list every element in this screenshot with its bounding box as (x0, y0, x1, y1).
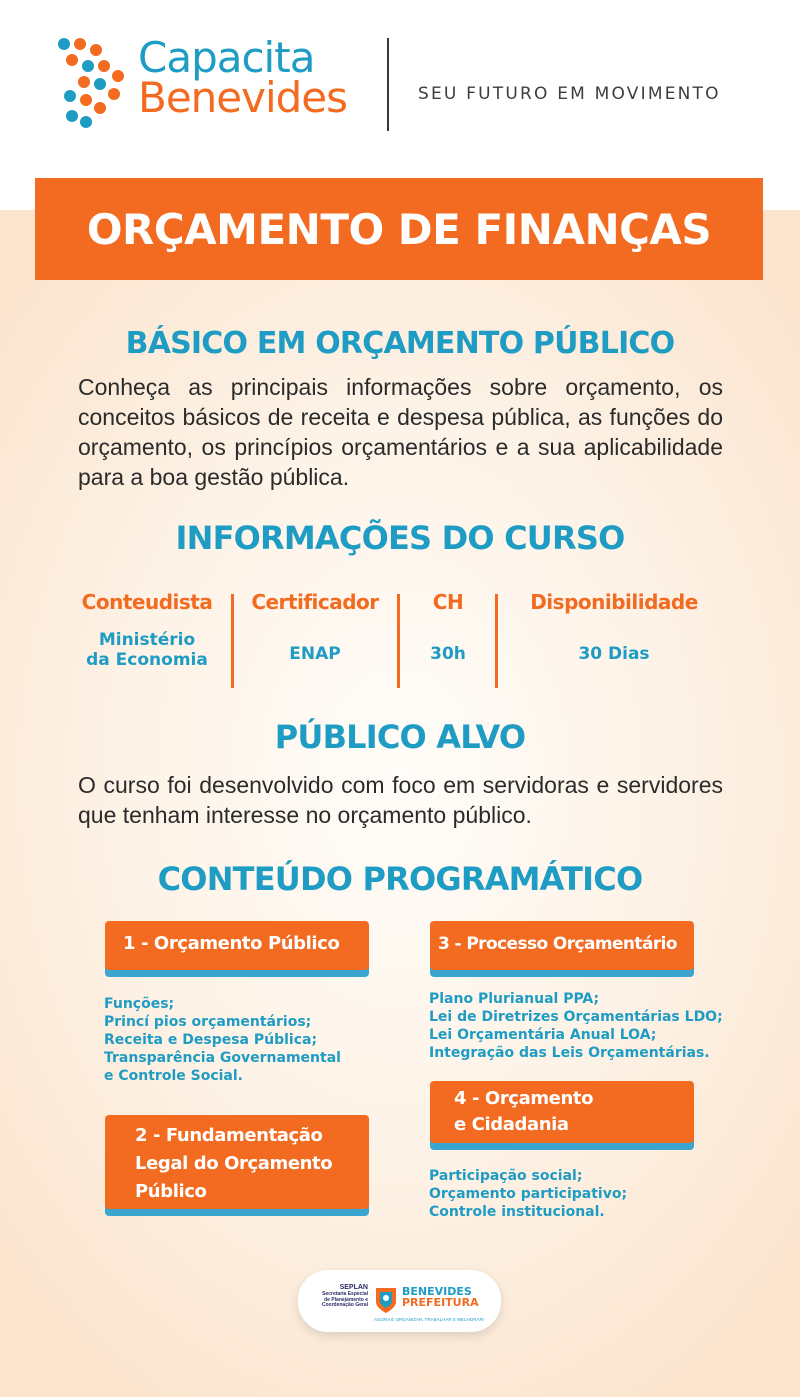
info-value: 30 Dias (578, 644, 650, 664)
list-item: Receita e Despesa Pública; (104, 1032, 318, 1048)
logo-line-2: Benevides (138, 73, 348, 122)
course-info (0, 586, 800, 692)
module-2-title (105, 1115, 369, 1209)
module-title-line: Público (135, 1181, 207, 1202)
info-label: Conteudista (81, 590, 213, 614)
info-value: 30h (430, 644, 466, 664)
info-value-line: da Economia (86, 650, 208, 670)
info-col-certifier (242, 590, 388, 664)
list-item: Funções; (104, 996, 175, 1012)
info-divider (397, 594, 400, 688)
intro-text: Conheça as principais informações sobre orçamento, os conceitos básicos de receita e despesa pública, as funções do orçamento, os princípios orçamentários e a sua aplicabilidade para a boa gestão pública. (78, 374, 723, 490)
info-value-line: Ministério (98, 630, 196, 650)
list-item: Orçamento participativo; (429, 1186, 628, 1202)
module-4-topics (429, 1167, 627, 1221)
module-1-title (105, 921, 369, 970)
list-item: Princí pios orçamentários; (104, 1014, 312, 1030)
module-title-line: 2 - Fundamentação (135, 1125, 323, 1146)
program-heading: CONTEÚDO PROGRAMÁTICO (157, 860, 643, 898)
info-label: CH (432, 590, 464, 614)
prefeitura-slogan: AGORA É ORGANIZAR, TRABALHAR E MELHORAR! (374, 1317, 484, 1322)
list-item: Lei de Diretrizes Orçamentárias LDO; (429, 1009, 723, 1025)
info-label: Certificador (251, 590, 379, 614)
module-1-topics (104, 995, 341, 1085)
list-item: Transparência Governamental (104, 1050, 341, 1066)
module-title-line: 4 - Orçamento (454, 1088, 594, 1109)
list-item: Controle institucional. (429, 1204, 605, 1220)
list-item: Lei Orçamentária Anual LOA; (429, 1027, 657, 1043)
module-title-text: 1 - Orçamento Público (123, 933, 340, 954)
module-3-topics (429, 990, 723, 1062)
header-divider (387, 38, 389, 131)
logo-wordmark (138, 33, 348, 122)
footer-logos (298, 1270, 501, 1332)
prefeitura-line-2: PREFEITURA (402, 1296, 479, 1309)
seplan-subtitle: Secretaria Especial de Planejamento e Coordenação Geral (321, 1291, 368, 1308)
info-col-author (72, 590, 222, 670)
page-title: ORÇAMENTO DE FINANÇAS (86, 204, 712, 254)
info-col-availability (505, 590, 723, 664)
module-title-line: Legal do Orçamento (135, 1153, 333, 1174)
module-3-title (430, 921, 694, 970)
info-label: Disponibilidade (530, 590, 698, 614)
info-col-hours (408, 590, 488, 664)
list-item: Participação social; (429, 1168, 583, 1184)
module-title-line: e Cidadania (454, 1114, 569, 1135)
info-divider (231, 594, 234, 688)
list-item: Integração das Leis Orçamentárias. (429, 1045, 710, 1061)
info-value (72, 630, 222, 670)
logo-line-1: Capacita (138, 33, 315, 82)
dots-mark-icon (56, 36, 132, 132)
audience-heading: PÚBLICO ALVO (274, 718, 526, 756)
list-item: e Controle Social. (104, 1068, 243, 1084)
tagline: SEU FUTURO EM MOVIMENTO (418, 84, 721, 104)
module-title-text: 3 - Processo Orçamentário (438, 934, 677, 954)
intro-heading: BÁSICO EM ORÇAMENTO PÚBLICO (125, 326, 675, 361)
seplan-logo (316, 1284, 368, 1309)
info-heading: INFORMAÇÕES DO CURSO (175, 519, 625, 557)
module-4-title (430, 1081, 694, 1143)
prefeitura-line-1: BENEVIDES (402, 1285, 472, 1298)
title-banner (35, 178, 763, 280)
info-divider (495, 594, 498, 688)
info-value: ENAP (289, 644, 341, 664)
seplan-title: SEPLAN (339, 1284, 368, 1291)
city-crest-icon (374, 1286, 398, 1314)
prefeitura-logo (402, 1286, 479, 1308)
list-item: Plano Plurianual PPA; (429, 991, 600, 1007)
header (0, 0, 800, 180)
audience-text: O curso foi desenvolvido com foco em servidoras e servidores que tenham interesse no orçamento público. (78, 772, 723, 828)
